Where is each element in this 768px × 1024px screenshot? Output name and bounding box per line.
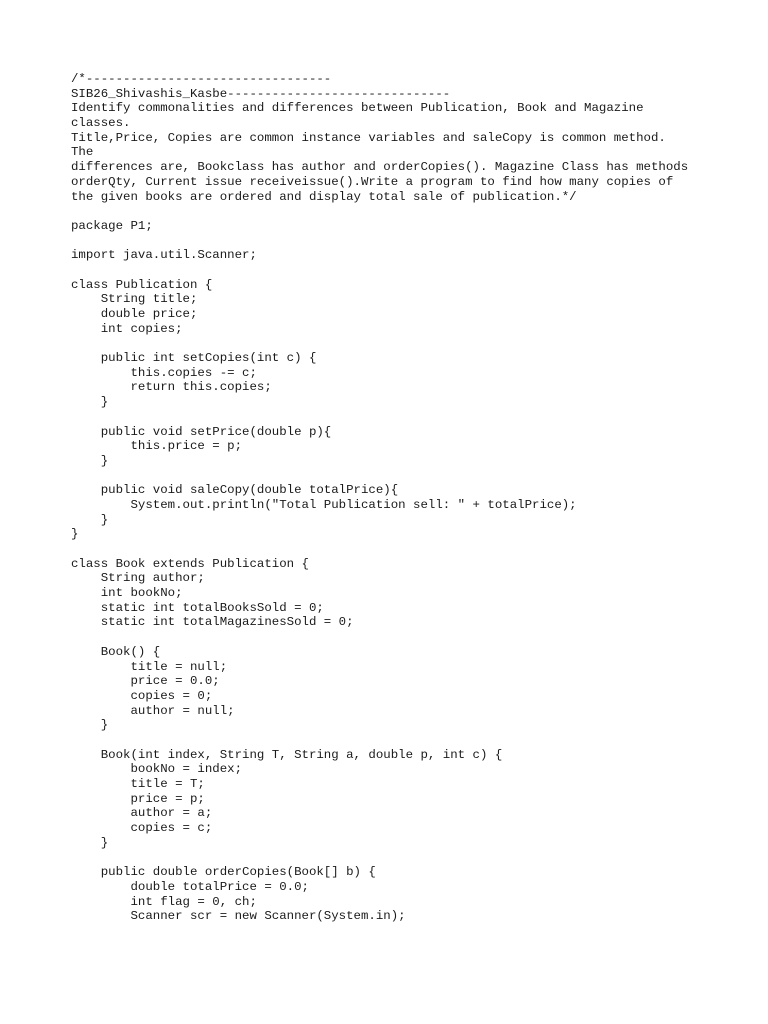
code-line: price = p; bbox=[71, 791, 205, 806]
code-line: Scanner scr = new Scanner(System.in); bbox=[71, 909, 406, 924]
code-line: } bbox=[71, 527, 79, 542]
code-line: public void saleCopy(double totalPrice){ bbox=[71, 483, 399, 498]
code-line: static int totalMagazinesSold = 0; bbox=[71, 615, 354, 630]
code-line: copies = c; bbox=[71, 821, 213, 836]
code-line: double price; bbox=[71, 307, 198, 321]
code-line: } bbox=[71, 512, 109, 527]
code-line: package P1; bbox=[71, 218, 153, 233]
code-line: int copies; bbox=[71, 321, 183, 336]
blank-line bbox=[71, 630, 751, 645]
blank-line bbox=[71, 733, 751, 748]
blank-line bbox=[71, 234, 751, 249]
code-line: } bbox=[71, 718, 109, 733]
code-line: return this.copies; bbox=[71, 380, 272, 395]
code-line: copies = 0; bbox=[71, 688, 213, 703]
code-line: Title,Price, Copies are common instance variables and saleCopy is common method. bbox=[71, 130, 666, 145]
code-line: The bbox=[71, 145, 94, 160]
code-line: public void setPrice(double p){ bbox=[71, 424, 332, 439]
code-line: public int setCopies(int c) { bbox=[71, 351, 317, 366]
code-line: int bookNo; bbox=[71, 586, 183, 601]
blank-line bbox=[71, 850, 751, 865]
code-line: } bbox=[71, 453, 109, 468]
code-line: title = T; bbox=[71, 777, 205, 791]
code-line: String author; bbox=[71, 571, 205, 586]
blank-line bbox=[71, 410, 751, 425]
code-line: title = null; bbox=[71, 659, 228, 674]
code-line: author = null; bbox=[71, 703, 235, 718]
code-line: static int totalBooksSold = 0; bbox=[71, 600, 324, 615]
code-line: price = 0.0; bbox=[71, 674, 220, 689]
code-line: differences are, Bookclass has author and orderCopies(). Magazine Class has methods bbox=[71, 160, 689, 175]
blank-line bbox=[71, 204, 751, 219]
code-line: Book() { bbox=[71, 644, 161, 659]
code-line: classes. bbox=[71, 116, 131, 131]
code-line: import java.util.Scanner; bbox=[71, 248, 257, 263]
blank-line bbox=[71, 469, 751, 484]
code-line: the given books are ordered and display total sale of publication.*/ bbox=[71, 189, 577, 204]
code-line: String title; bbox=[71, 292, 198, 307]
code-line: Identify commonalities and differences between Publication, Book and Magazine bbox=[71, 101, 644, 116]
code-line: author = a; bbox=[71, 806, 213, 821]
code-line: class Publication { bbox=[71, 277, 213, 292]
blank-line bbox=[71, 542, 751, 557]
code-line: class Book extends Publication { bbox=[71, 556, 309, 571]
code-line: int flag = 0, ch; bbox=[71, 894, 257, 909]
code-line: orderQty, Current issue receiveissue().Write a program to find how many copies of bbox=[71, 174, 674, 189]
code-listing bbox=[71, 72, 751, 924]
code-line: double totalPrice = 0.0; bbox=[71, 879, 309, 894]
code-line: System.out.println("Total Publication sell: " + totalPrice); bbox=[71, 497, 577, 512]
code-line: } bbox=[71, 395, 109, 410]
code-line: /*--------------------------------- bbox=[71, 72, 332, 86]
blank-line bbox=[71, 336, 751, 351]
code-line: this.price = p; bbox=[71, 439, 243, 454]
code-line: this.copies -= c; bbox=[71, 365, 257, 380]
blank-line bbox=[71, 263, 751, 278]
code-line: public double orderCopies(Book[] b) { bbox=[71, 865, 376, 880]
code-line: SIB26_Shivashis_Kasbe------------------------------ bbox=[71, 86, 451, 101]
code-line: } bbox=[71, 835, 109, 850]
code-line: Book(int index, String T, String a, double p, int c) { bbox=[71, 747, 503, 762]
code-line: bookNo = index; bbox=[71, 762, 243, 777]
